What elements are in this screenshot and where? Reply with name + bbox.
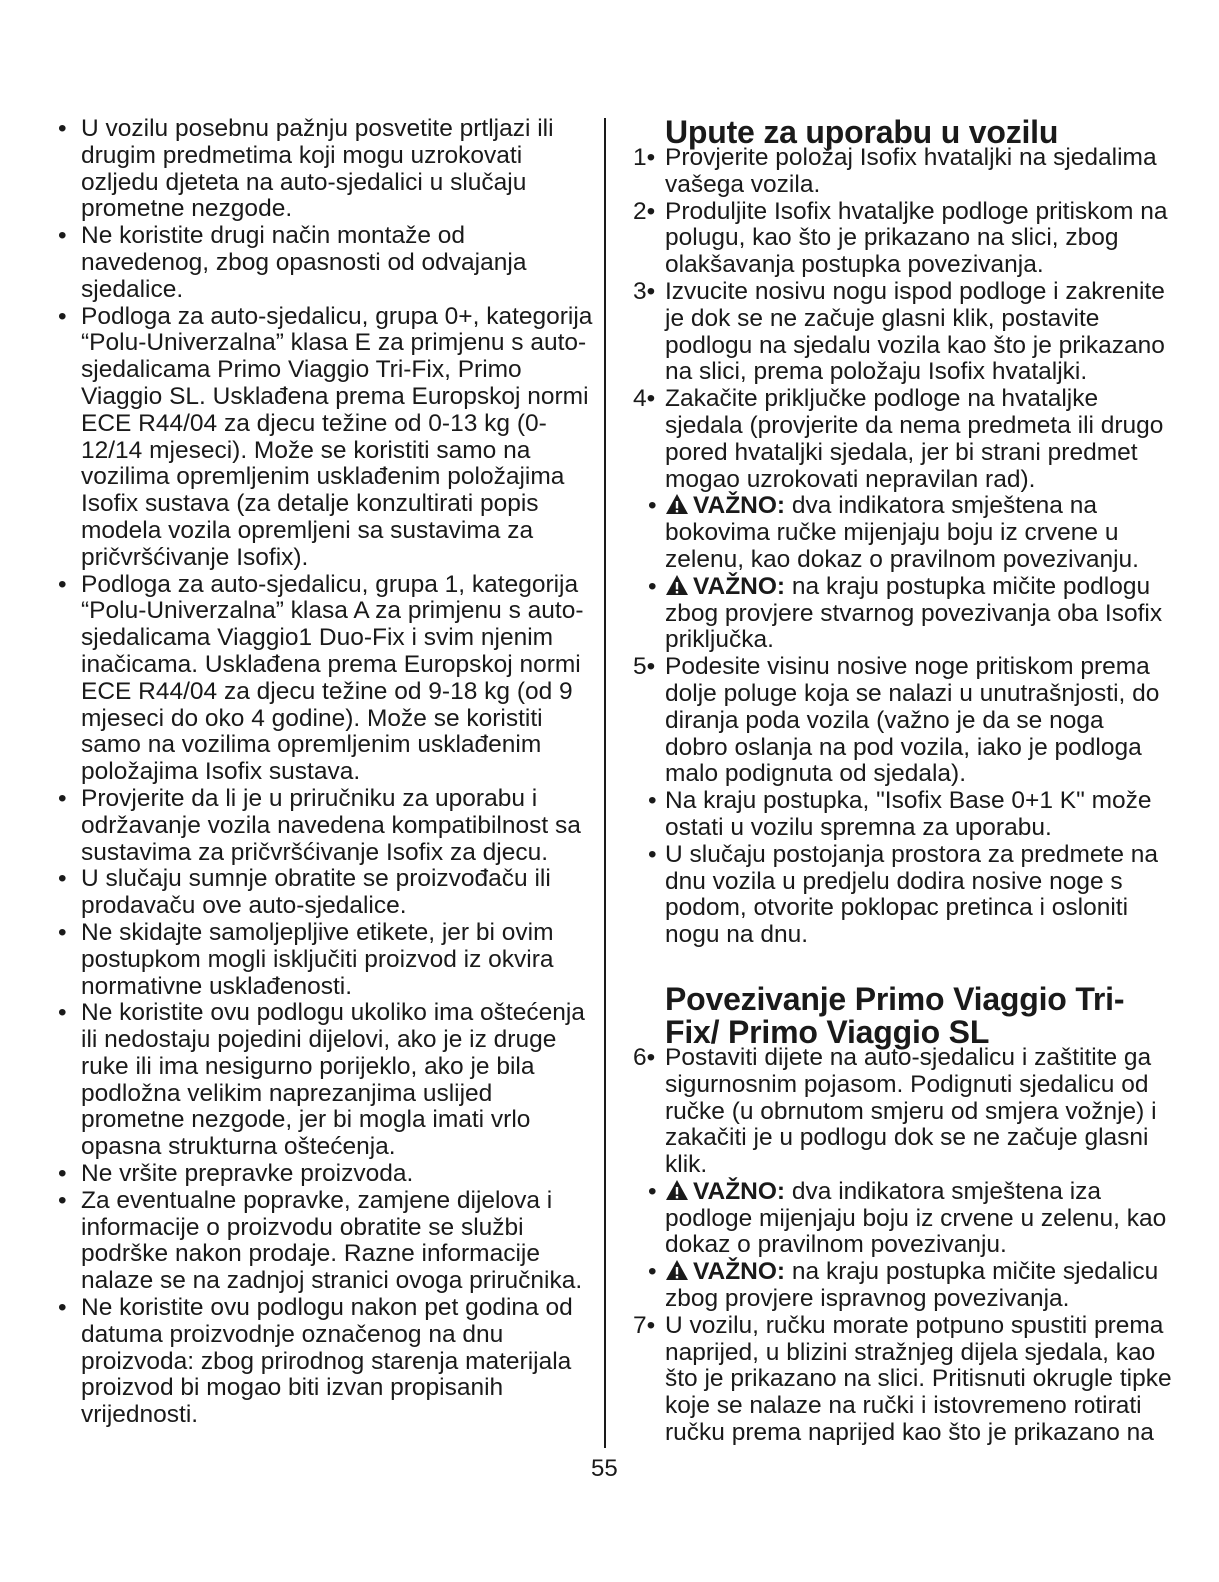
warning-icon (665, 1179, 689, 1201)
step-number: 4• (633, 385, 656, 413)
step-4 (633, 386, 1173, 493)
warning-icon (665, 493, 689, 515)
step-text: Zakačite priključke podloge na hvataljke sjedala (provjerite da nema predmeta ili drugo pored hvataljki sjedala, jer bi strani predmet mogao uzrokovati nepravilan rad). (665, 385, 1164, 493)
list-item: • Ne skidajte samoljepljive etikete, jer bi ovim postupkom mogli isključiti proizvod iz okvira normativne usklađenosti. (56, 920, 596, 1000)
warning-text: dva indikatora smještena na bokovima ručke mijenjaju boju iz crvene u zelenu, kao dokaz o pravilnom povezivanju. (665, 492, 1139, 573)
warning-item (665, 574, 1173, 654)
warning-label: VAŽNO: (693, 572, 786, 600)
list-item: • Podloga za auto-sjedalicu, grupa 1, kategorija “Polu-Univerzalna” klasa A za primjenu s auto-sjedalicama Viaggio1 Duo-Fix i svim njenim inačicama. Usklađena prema Europskoj normi ECE R44/04 za djecu težine od 9-18 kg (od 9 mjeseci do oko 4 godine). Može se koristiti samo na vozilima opremljenim usklađenim položajima Isofix sustava. (56, 572, 596, 786)
step-5 (633, 654, 1173, 788)
step-number: 3• (633, 277, 656, 305)
warning-label: VAŽNO: (693, 492, 786, 520)
list-item: • Ne koristite ovu podlogu ukoliko ima oštećenja ili nedostaju pojedini dijelovi, ako je iz druge ruke ili ima nesigurno porijeklo, ako je bila podložna velikim naprezanjima uslijed prometne nezgode, jer bi mogla imati vrlo opasna strukturna oštećenja. (56, 1000, 596, 1161)
list-item: • Podloga za auto-sjedalicu, grupa 0+, kategorija “Polu-Univerzalna” klasa E za primjenu s auto-sjedalicama Primo Viaggio Tri-Fix, Primo Viaggio SL. Usklađena prema Europskoj normi ECE R44/04 za djecu težine od 0-13 kg (0-12/14 mjeseci). Može se koristiti samo na vozilima opremljenim usklađenim položajima Isofix sustava (za detalje konzultirati popis modela vozila opremljeni sa sustavima za pričvršćivanje Isofix). (56, 304, 596, 572)
warning-label: VAŽNO: (693, 1177, 786, 1205)
section-title-connection: Povezivanje Primo Viaggio Tri-Fix/ Primo Viaggio SL (665, 980, 1125, 1050)
list-item: • Ne koristite ovu podlogu nakon pet godina od datuma proizvodnje označenog na dnu proizvoda: zbog prirodnog starenja materijala proizvod bi mogao biti izvan propisanih vrijednosti. (56, 1295, 596, 1429)
step-5-notes (633, 788, 1173, 949)
warning-item (665, 493, 1173, 573)
step-number: 5• (633, 653, 656, 681)
warning-item (665, 1259, 1173, 1313)
step-6-warnings (633, 1179, 1173, 1313)
warning-text: dva indikatora smještena iza podloge mijenjaju boju iz crvene u zelenu, kao dokaz o pravilnom povezivanju. (665, 1177, 1167, 1259)
step-4-warnings (633, 493, 1173, 654)
column-divider (604, 118, 606, 1448)
list-item: • Za eventualne popravke, zamjene dijelova i informacije o proizvodu obratite se službi podrške nakon prodaje. Razne informacije nalaze se na zadnjoj stranici ovoga priručnika. (56, 1188, 596, 1295)
list-item: • U slučaju sumnje obratite se proizvođaču ili prodavaču ove auto-sjedalice. (56, 866, 596, 920)
list-item: • Provjerite da li je u priručniku za uporabu i održavanje vozila navedena kompatibilnost sa sustavima za pričvršćivanje Isofix za djecu. (56, 786, 596, 866)
step-text: Postaviti dijete na auto-sjedalicu i zaštitite ga sigurnosnim pojasom. Podignuti sjedalicu od ručke (u obrnutom smjeru od smjera vožnje) i zakačiti je u podlogu dok se ne začuje glasni klik. (665, 1043, 1157, 1179)
step-7 (633, 1313, 1173, 1447)
step-3 (633, 279, 1173, 386)
safety-warnings-list (56, 116, 596, 1429)
warning-icon (665, 1259, 689, 1281)
warning-label: VAŽNO: (693, 1258, 786, 1286)
list-item: • Ne vršite prepravke proizvoda. (56, 1161, 596, 1188)
step-2 (633, 199, 1173, 279)
warning-text: na kraju postupka mičite podlogu zbog provjere stvarnog povezivanja oba Isofix priključka. (665, 572, 1163, 654)
warning-item (665, 1179, 1173, 1259)
step-1 (633, 145, 1173, 199)
page-number: 55 (591, 1455, 618, 1482)
step-number: 7• (633, 1311, 656, 1339)
warning-icon (665, 574, 689, 596)
note-item: • Na kraju postupka, "Isofix Base 0+1 K" može ostati u vozilu spremna za uporabu. (665, 788, 1173, 842)
note-item: • U slučaju postojanja prostora za predmete na dnu vozila u predjelu dodira nosive noge s podom, otvorite poklopac pretinca i osloniti nogu na dnu. (665, 842, 1173, 949)
list-item: • U vozilu posebnu pažnju posvetite prtljazi ili drugim predmetima koji mogu uzrokovati ozljedu djeteta na auto-sjedalici u slučaju prometne nezgode. (56, 116, 596, 223)
right-column (633, 116, 1173, 1447)
step-text: Provjerite položaj Isofix hvataljki na sjedalima vašega vozila. (665, 144, 1157, 198)
step-number: 2• (633, 197, 656, 225)
step-number: 1• (633, 144, 656, 171)
step-6 (633, 1045, 1173, 1179)
step-text: Izvucite nosivu nogu ispod podloge i zakrenite je dok se ne začuje glasni klik, postavite podlogu na sjedalu vozila kao što je prikazano na slici, prema položaju Isofix hvataljki. (665, 277, 1165, 386)
left-column (56, 116, 596, 1429)
step-number: 6• (633, 1043, 656, 1071)
warning-text: na kraju postupka mičite sjedalicu zbog provjere ispravnog povezivanja. (665, 1258, 1159, 1313)
step-text: Podesite visinu nosive noge pritiskom prema dolje poluge koja se nalazi u unutrašnjosti, do diranja poda vozila (važno je da se noga dobro oslanja na pod vozila, iako je podloga malo podignuta od sjedala). (665, 653, 1160, 788)
step-text: Produljite Isofix hvataljke podloge pritiskom na polugu, kao što je prikazano na slici, zbog olakšavanja postupka povezivanja. (665, 197, 1168, 279)
section-title-usage: Upute za uporabu u vozilu (665, 114, 1059, 150)
step-text: U vozilu, ručku morate potpuno spustiti prema naprijed, u blizini stražnjeg dijela sjedala, kao što je prikazano na slici. Pritisnuti okrugle tipke koje se nalaze na ručki i istovremeno rotirati ručku prema naprijed kao što je prikazano na (665, 1311, 1172, 1447)
list-item: • Ne koristite drugi način montaže od navedenog, zbog opasnosti od odvajanja sjedalice. (56, 223, 596, 303)
